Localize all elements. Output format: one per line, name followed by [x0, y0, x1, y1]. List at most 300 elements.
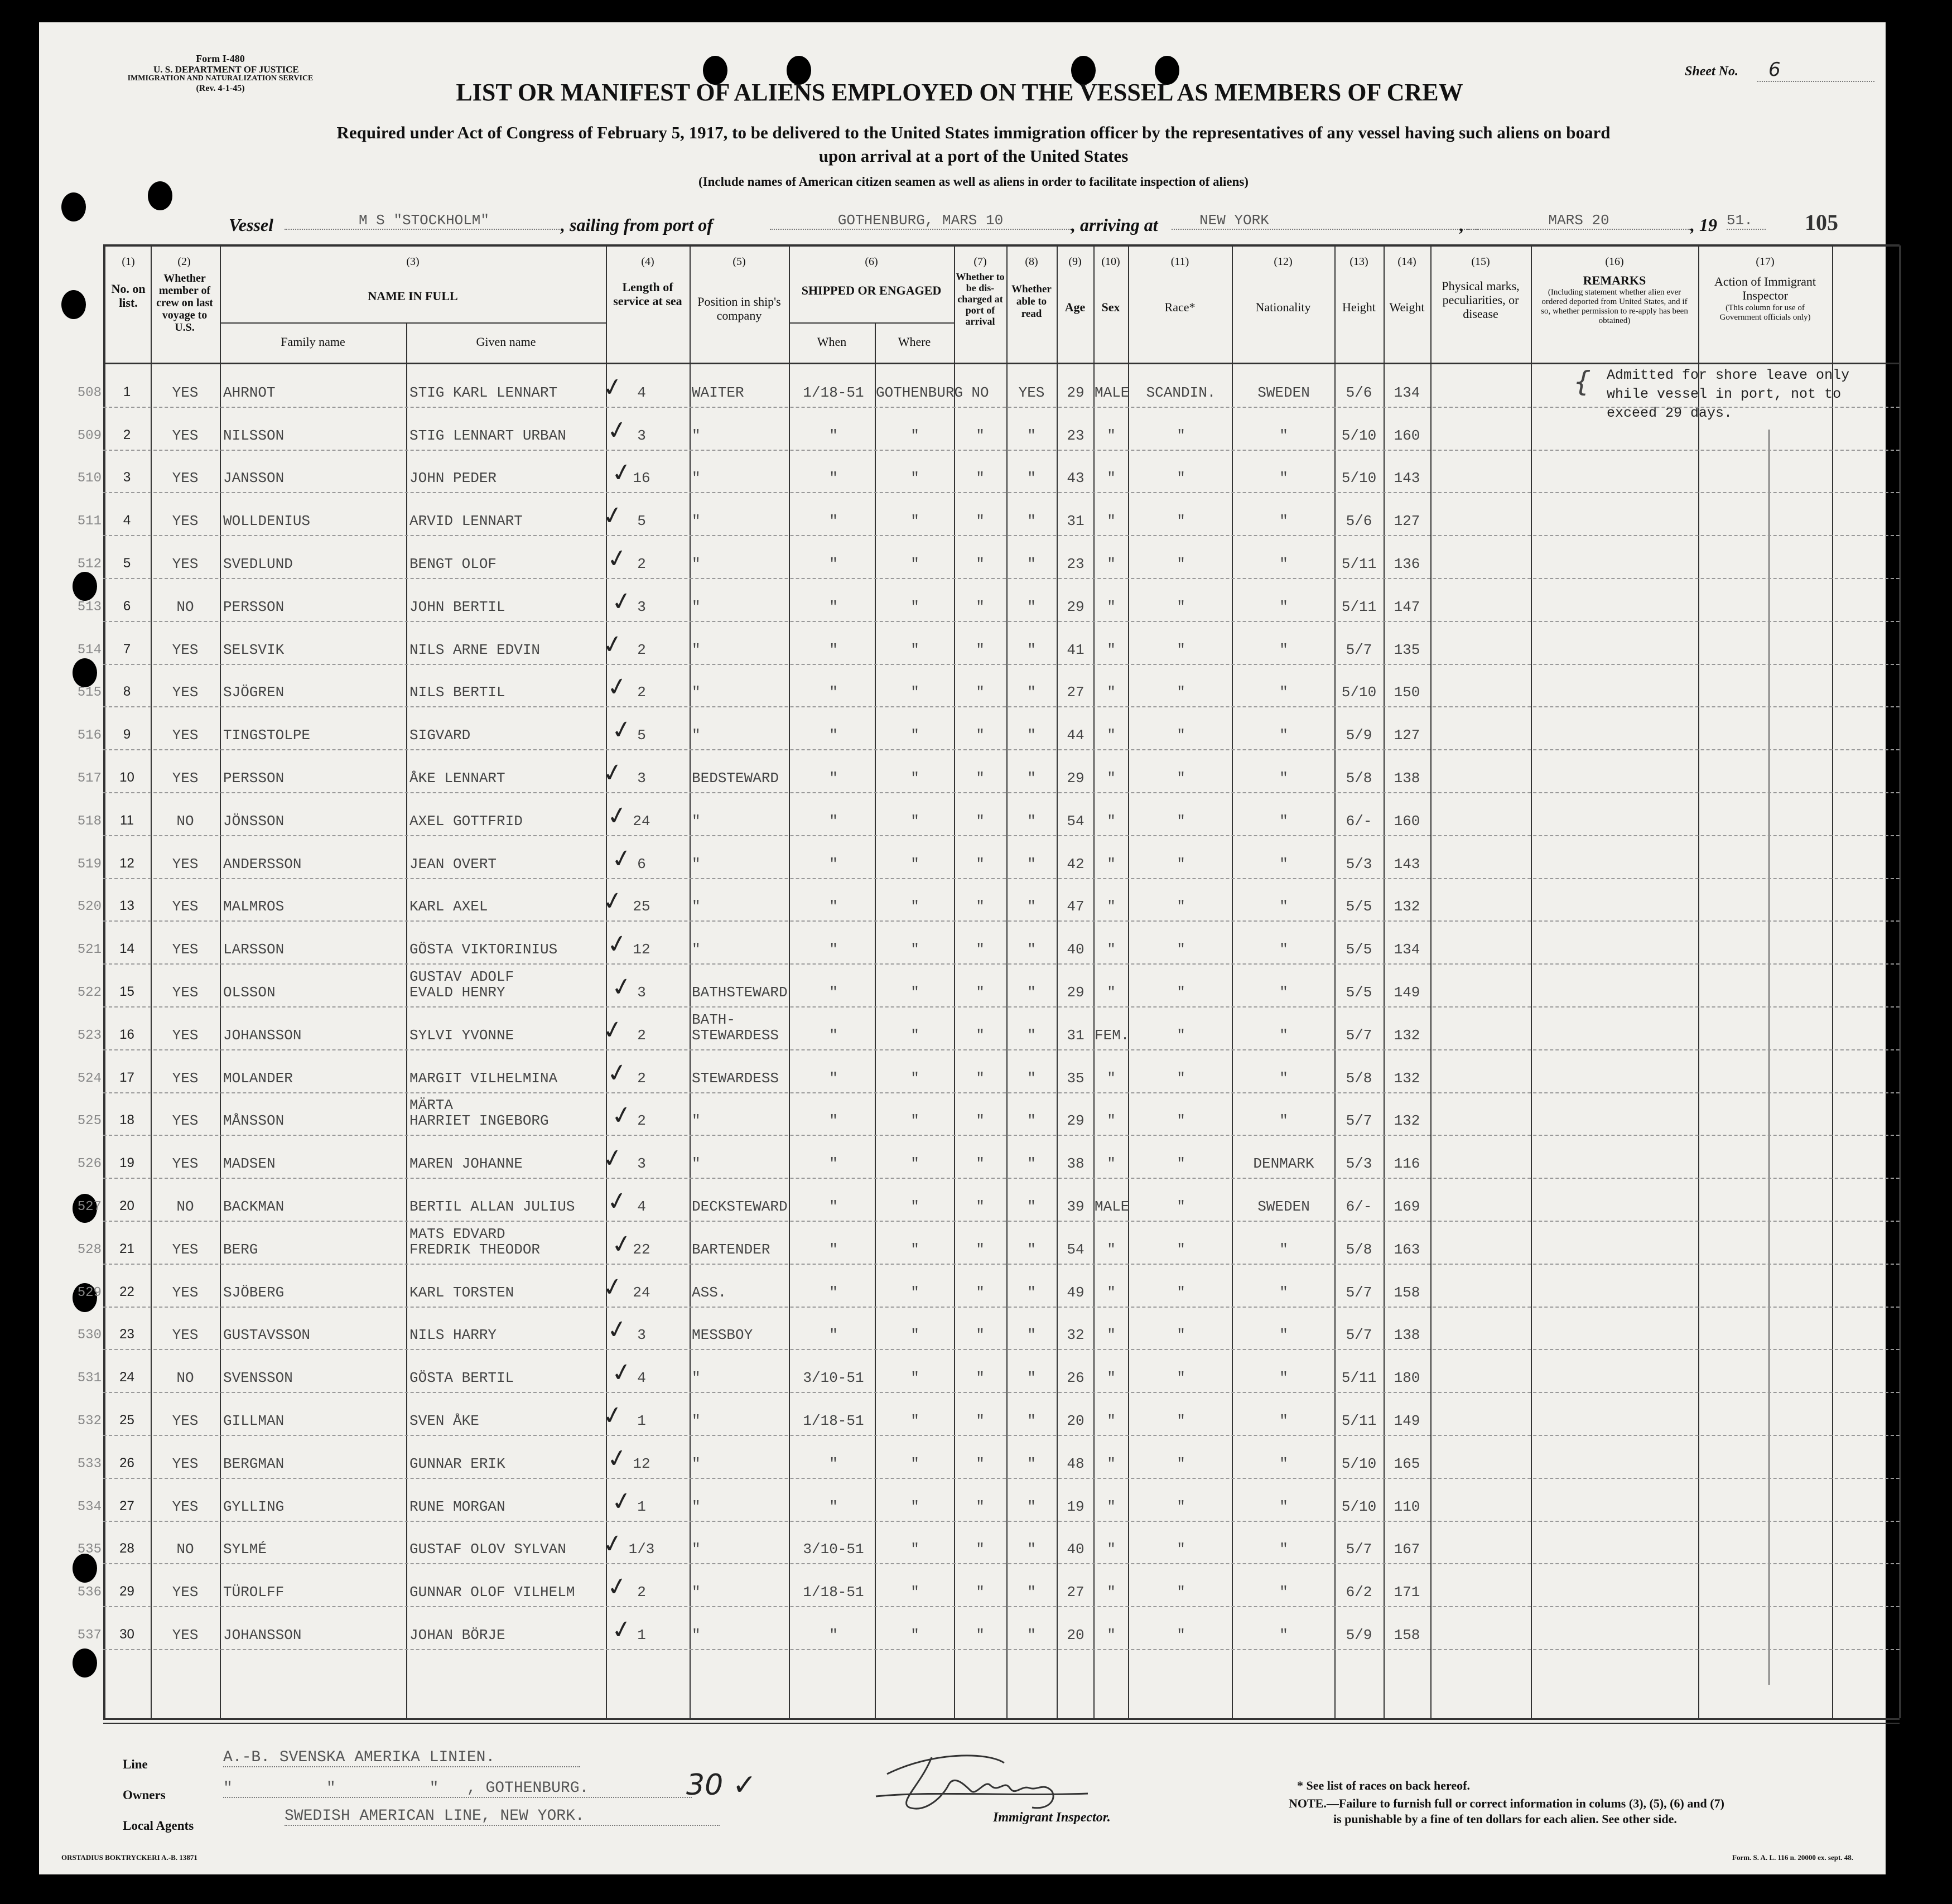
- cell-position: ": [692, 898, 701, 915]
- cell-where: GOTHENBURG: [876, 384, 963, 401]
- check-mark: ✓: [600, 1400, 626, 1431]
- cell-age: 29: [1067, 769, 1085, 787]
- cell-weight: 135: [1394, 641, 1420, 658]
- margin-number: 512: [77, 556, 102, 572]
- table-row: [39, 879, 1886, 922]
- table-row: [39, 965, 1886, 1008]
- cell-where: ": [910, 855, 919, 873]
- cell-weight: 127: [1394, 513, 1420, 530]
- cell-prev: YES: [172, 555, 199, 572]
- arriving-label: , arriving at: [1071, 215, 1158, 235]
- cell-nat: ": [1279, 1626, 1288, 1643]
- cell-position: ": [692, 1584, 701, 1601]
- cell-read: ": [1027, 1069, 1036, 1087]
- cell-prev: NO: [176, 1370, 194, 1387]
- cell-no: 6: [123, 598, 131, 614]
- cell-no: 16: [119, 1026, 134, 1042]
- cell-race: SCANDIN.: [1146, 384, 1216, 401]
- cell-dis: ": [976, 941, 985, 958]
- cell-age: 47: [1067, 898, 1085, 915]
- cell-where: ": [910, 812, 919, 830]
- cell-race: ": [1177, 1198, 1185, 1215]
- cell-when: ": [829, 1155, 838, 1173]
- cell-when: ": [829, 984, 838, 1001]
- cell-sex: ": [1107, 513, 1116, 530]
- cell-where: ": [910, 984, 919, 1001]
- cell-nat: ": [1279, 898, 1288, 915]
- cell-sex: ": [1107, 1370, 1116, 1387]
- page-subtitle-2: upon arrival at a port of the United States: [818, 146, 1129, 166]
- margin-number: 523: [77, 1028, 102, 1043]
- cell-read: ": [1027, 1498, 1036, 1515]
- cell-weight: 134: [1394, 384, 1420, 401]
- table-row: [39, 536, 1886, 579]
- cell-read: ": [1027, 470, 1036, 487]
- check-mark: ✓: [604, 543, 630, 575]
- cell-race: ": [1177, 1241, 1185, 1258]
- cell-read: ": [1027, 1155, 1036, 1173]
- cell-weight: 158: [1394, 1626, 1420, 1643]
- cell-weight: 134: [1394, 941, 1420, 958]
- cell-when: ": [829, 898, 838, 915]
- cell-sex: ": [1107, 598, 1116, 615]
- col3b-header: Given name: [476, 335, 536, 349]
- cell-no: 8: [123, 684, 131, 700]
- page-subtitle-1: Required under Act of Congress of February 5, 1917, to be delivered to the United States immigration officer by the representatives of any vessel having such aliens on board: [336, 123, 1611, 142]
- cell-given: GÖSTA VIKTORINIUS: [409, 941, 558, 958]
- cell-dis: ": [976, 684, 985, 701]
- year-suffix: 51.: [1727, 212, 1766, 230]
- cell-family: TÜROLFF: [223, 1584, 285, 1601]
- cell-race: ": [1177, 427, 1185, 444]
- cell-dis: ": [976, 1284, 985, 1301]
- cell-dis: ": [976, 855, 985, 873]
- cell-given: ÅKE LENNART: [409, 769, 505, 787]
- cell-when: ": [829, 684, 838, 701]
- cell-no: 14: [119, 941, 134, 957]
- cell-family: BACKMAN: [223, 1198, 285, 1215]
- cell-race: ": [1177, 1541, 1185, 1558]
- cell-prev: YES: [172, 1455, 199, 1472]
- cell-family: OLSSON: [223, 984, 276, 1001]
- cell-given: STIG LENNART URBAN: [409, 427, 566, 444]
- cell-family: SVEDLUND: [223, 555, 293, 572]
- cell-weight: 132: [1394, 1112, 1420, 1130]
- fine-note-1: NOTE.—Failure to furnish full or correct information in colums (3), (5), (6) and (7): [1289, 1796, 1724, 1810]
- cell-family: GILLMAN: [223, 1412, 285, 1429]
- cell-when: ": [829, 855, 838, 873]
- cell-prev: YES: [172, 1327, 199, 1344]
- vessel-name: M S "STOCKHOLM": [285, 212, 563, 230]
- sailing-label: , sailing from port of: [561, 215, 713, 235]
- cell-when: 1/18-51: [803, 384, 864, 401]
- page-title: LIST OR MANIFEST OF ALIENS EMPLOYED ON THE VESSEL AS MEMBERS OF CREW: [456, 79, 1463, 106]
- col15-header: Physical marks, peculiarities, or disease: [1442, 279, 1520, 321]
- cell-service: 1: [637, 1412, 646, 1429]
- cell-position: ": [692, 941, 701, 958]
- col6a-header: When: [817, 335, 847, 349]
- cell-when: ": [829, 1455, 838, 1472]
- cell-sex: ": [1107, 898, 1116, 915]
- col3-header: NAME IN FULL: [368, 289, 458, 303]
- cell-race: ": [1177, 1584, 1185, 1601]
- cell-age: 41: [1067, 641, 1085, 658]
- cell-prev: YES: [172, 1498, 199, 1515]
- cell-position: BATH-: [692, 1011, 736, 1028]
- cell-age: 27: [1067, 684, 1085, 701]
- table-row: [39, 922, 1886, 965]
- cell-read: ": [1027, 641, 1036, 658]
- margin-number: 509: [77, 428, 102, 444]
- cell-when: ": [829, 1327, 838, 1344]
- cell-position: WAITER: [692, 384, 744, 401]
- cell-given: JOHN PEDER: [409, 470, 497, 487]
- cell-family: ANDERSSON: [223, 855, 302, 873]
- cell-weight: 143: [1394, 855, 1420, 873]
- cell-sex: ": [1107, 1412, 1116, 1429]
- cell-family: LARSSON: [223, 941, 285, 958]
- margin-number: 520: [77, 899, 102, 915]
- cell-nat: ": [1279, 855, 1288, 873]
- cell-when: ": [829, 1112, 838, 1130]
- cell-position: ": [692, 1541, 701, 1558]
- margin-number: 536: [77, 1585, 102, 1601]
- cell-nat: DENMARK: [1253, 1155, 1314, 1173]
- table-row: [39, 1308, 1886, 1351]
- cell-dis: NO: [971, 384, 989, 401]
- cell-weight: 132: [1394, 898, 1420, 915]
- cell-race: ": [1177, 1370, 1185, 1387]
- cell-no: 13: [119, 898, 134, 914]
- cell-family: AHRNOT: [223, 384, 276, 401]
- cell-family: MÅNSSON: [223, 1112, 285, 1130]
- cell-family: MOLANDER: [223, 1069, 293, 1087]
- table-row: [39, 1436, 1886, 1479]
- cell-no: 12: [119, 855, 134, 871]
- cell-given: MÄRTA: [409, 1097, 454, 1114]
- cell-height: 6/-: [1346, 812, 1372, 830]
- cell-height: 5/10: [1341, 684, 1377, 701]
- local-agents-value: SWEDISH AMERICAN LINE, NEW YORK.: [285, 1807, 720, 1826]
- col17-subheader: (This column for use of Government officials only): [1719, 303, 1811, 322]
- table-top-border: [103, 244, 1900, 247]
- table-row: [39, 365, 1886, 408]
- cell-nat: ": [1279, 1584, 1288, 1601]
- cell-prev: NO: [176, 812, 194, 830]
- cell-race: ": [1177, 984, 1185, 1001]
- cell-service: 12: [633, 941, 650, 958]
- cell-when: ": [829, 641, 838, 658]
- cell-height: 5/3: [1346, 855, 1372, 873]
- cell-where: ": [910, 1626, 919, 1643]
- margin-number: 510: [77, 471, 102, 486]
- cell-where: ": [910, 427, 919, 444]
- cell-position: MESSBOY: [692, 1327, 753, 1344]
- arrival-date: MARS 20: [1467, 212, 1690, 230]
- cell-dis: ": [976, 1626, 985, 1643]
- cell-given: GUSTAV ADOLF: [409, 968, 514, 985]
- cell-where: ": [910, 1026, 919, 1044]
- cell-position: ": [692, 598, 701, 615]
- cell-position-line2: STEWARDESS: [692, 1026, 779, 1044]
- check-mark: ✓: [604, 1442, 630, 1474]
- cell-age: 31: [1067, 1026, 1085, 1044]
- cell-sex: ": [1107, 855, 1116, 873]
- cell-service: 2: [637, 641, 646, 658]
- cell-age: 40: [1067, 941, 1085, 958]
- cell-where: ": [910, 1584, 919, 1601]
- cell-read: ": [1027, 727, 1036, 744]
- col12-number: (12): [1274, 256, 1293, 268]
- col1-number: (1): [122, 256, 135, 268]
- cell-when: ": [829, 555, 838, 572]
- cell-race: ": [1177, 898, 1185, 915]
- cell-where: ": [910, 1327, 919, 1344]
- cell-no: 30: [119, 1626, 134, 1642]
- cell-age: 40: [1067, 1541, 1085, 1558]
- cell-prev: YES: [172, 1112, 199, 1130]
- cell-dis: ": [976, 1112, 985, 1130]
- cell-weight: 127: [1394, 727, 1420, 744]
- cell-read: ": [1027, 684, 1036, 701]
- cell-sex: ": [1107, 1541, 1116, 1558]
- cell-dis: ": [976, 727, 985, 744]
- sheet-number-value: 6: [1757, 59, 1874, 82]
- cell-position: ": [692, 1112, 701, 1130]
- line-value: A.-B. SVENSKA AMERIKA LINIEN.: [223, 1749, 580, 1767]
- col9-number: (9): [1068, 256, 1082, 268]
- cell-position: DECKSTEWARD: [692, 1198, 788, 1215]
- sailing-port: GOTHENBURG, MARS 10: [770, 212, 1071, 230]
- cell-dis: ": [976, 427, 985, 444]
- cell-prev: YES: [172, 1412, 199, 1429]
- cell-race: ": [1177, 1155, 1185, 1173]
- cell-family: NILSSON: [223, 427, 285, 444]
- cell-no: 5: [123, 555, 131, 571]
- margin-number: 514: [77, 642, 102, 658]
- cell-age: 29: [1067, 384, 1085, 401]
- cell-where: ": [910, 641, 919, 658]
- cell-where: ": [910, 1155, 919, 1173]
- margin-number: 518: [77, 813, 102, 829]
- cell-prev: YES: [172, 1584, 199, 1601]
- cell-age: 29: [1067, 598, 1085, 615]
- cell-weight: 160: [1394, 812, 1420, 830]
- cell-sex: ": [1107, 812, 1116, 830]
- cell-given: GUNNAR ERIK: [409, 1455, 505, 1472]
- cell-where: ": [910, 1541, 919, 1558]
- col3a-header: Family name: [281, 335, 345, 349]
- table-row: [39, 750, 1886, 793]
- cell-weight: 138: [1394, 1327, 1420, 1344]
- cell-height: 5/8: [1346, 1069, 1372, 1087]
- col16-subheader: (Including statement whether alien ever ordered deported from United States, and if so, whether permission to re-apply has been obtained): [1541, 288, 1688, 325]
- cell-when: 1/18-51: [803, 1412, 864, 1429]
- cell-height: 5/3: [1346, 1155, 1372, 1173]
- cell-service: 5: [637, 727, 646, 744]
- cell-position: ": [692, 855, 701, 873]
- cell-position: ": [692, 812, 701, 830]
- cell-position: ": [692, 1155, 701, 1173]
- check-mark: ✓: [600, 1143, 626, 1175]
- cell-position: BATHSTEWARD: [692, 984, 788, 1001]
- check-mark: ✓: [604, 1571, 630, 1603]
- cell-service: 4: [637, 1370, 646, 1387]
- cell-age: 35: [1067, 1069, 1085, 1087]
- col4-number: (4): [641, 256, 654, 268]
- cell-service: 3: [637, 1327, 646, 1344]
- table-row: [39, 793, 1886, 836]
- cell-where: ": [910, 1455, 919, 1472]
- cell-no: 20: [119, 1198, 134, 1213]
- cell-nat: ": [1279, 427, 1288, 444]
- cell-where: ": [910, 941, 919, 958]
- line-label: Line: [123, 1757, 148, 1771]
- page-stamp: 105: [1805, 210, 1838, 235]
- check-mark: ✓: [609, 971, 635, 1003]
- row-rule: [103, 1649, 1900, 1650]
- cell-when: ": [829, 1026, 838, 1044]
- margin-number: 534: [77, 1499, 102, 1515]
- cell-weight: 171: [1394, 1584, 1420, 1601]
- cell-position: ": [692, 641, 701, 658]
- cell-prev: YES: [172, 684, 199, 701]
- cell-family: JÖNSSON: [223, 812, 285, 830]
- cell-sex: ": [1107, 1455, 1116, 1472]
- cell-position: ": [692, 684, 701, 701]
- cell-race: ": [1177, 1412, 1185, 1429]
- cell-no: 24: [119, 1370, 134, 1385]
- cell-no: 3: [123, 470, 131, 485]
- col15-number: (15): [1471, 256, 1490, 268]
- cell-weight: 143: [1394, 470, 1420, 487]
- col4-header: Length of service at sea: [613, 280, 682, 308]
- cell-nat: SWEDEN: [1257, 384, 1310, 401]
- inspector-label: Immigrant Inspector.: [993, 1810, 1111, 1825]
- cell-race: ": [1177, 684, 1185, 701]
- cell-sex: ": [1107, 1284, 1116, 1301]
- cell-given: NILS HARRY: [409, 1327, 497, 1344]
- cell-read: ": [1027, 1584, 1036, 1601]
- cell-service: 5: [637, 513, 646, 530]
- col6-header: SHIPPED OR ENGAGED: [801, 283, 942, 297]
- cell-sex: ": [1107, 427, 1116, 444]
- cell-dis: ": [976, 1455, 985, 1472]
- cell-given: JOHAN BÖRJE: [409, 1626, 505, 1643]
- cell-service: 2: [637, 1112, 646, 1130]
- cell-height: 5/8: [1346, 769, 1372, 787]
- cell-nat: ": [1279, 941, 1288, 958]
- cell-race: ": [1177, 1498, 1185, 1515]
- check-mark: ✓: [600, 500, 626, 532]
- cell-where: ": [910, 470, 919, 487]
- table-row: [39, 1393, 1886, 1436]
- cell-given: AXEL GOTTFRID: [409, 812, 523, 830]
- cell-read: ": [1027, 1541, 1036, 1558]
- cell-height: 5/5: [1346, 941, 1372, 958]
- cell-sex: ": [1107, 684, 1116, 701]
- cell-no: 1: [123, 384, 131, 399]
- margin-number: 535: [77, 1542, 102, 1558]
- cell-read: ": [1027, 941, 1036, 958]
- table-row: [39, 408, 1886, 451]
- department-name: U. S. DEPARTMENT OF JUSTICE: [153, 64, 299, 75]
- cell-height: 5/9: [1346, 1626, 1372, 1643]
- cell-age: 29: [1067, 1112, 1085, 1130]
- cell-nat: ": [1279, 1498, 1288, 1515]
- table-row: [39, 1179, 1886, 1222]
- crew-count-mark: 30 ✓: [686, 1768, 757, 1802]
- shipped-subheader-rule: [789, 322, 954, 324]
- cell-nat: ": [1279, 1241, 1288, 1258]
- cell-position: ": [692, 1626, 701, 1643]
- check-mark: ✓: [600, 1528, 626, 1560]
- check-mark: ✓: [604, 1314, 630, 1346]
- cell-age: 54: [1067, 812, 1085, 830]
- cell-family: SVENSSON: [223, 1370, 293, 1387]
- cell-family: BERG: [223, 1241, 258, 1258]
- cell-sex: ": [1107, 470, 1116, 487]
- cell-read: ": [1027, 855, 1036, 873]
- cell-given: NILS ARNE EDVIN: [409, 641, 541, 658]
- cell-where: ": [910, 1284, 919, 1301]
- cell-weight: 138: [1394, 769, 1420, 787]
- cell-given: GÖSTA BERTIL: [409, 1370, 514, 1387]
- cell-age: 31: [1067, 513, 1085, 530]
- cell-dis: ": [976, 641, 985, 658]
- cell-nat: ": [1279, 1455, 1288, 1472]
- service-name: IMMIGRATION AND NATURALIZATION SERVICE: [127, 74, 314, 83]
- col2-number: (2): [177, 256, 191, 268]
- cell-race: ": [1177, 769, 1185, 787]
- margin-number: 530: [77, 1328, 102, 1343]
- cell-prev: NO: [176, 1198, 194, 1215]
- column-rule: [1899, 245, 1901, 1718]
- cell-race: ": [1177, 941, 1185, 958]
- check-mark: ✓: [604, 928, 630, 961]
- cell-prev: YES: [172, 384, 199, 401]
- cell-no: 25: [119, 1412, 134, 1428]
- cell-when: ": [829, 598, 838, 615]
- check-mark: ✓: [609, 1100, 635, 1132]
- cell-where: ": [910, 1412, 919, 1429]
- cell-read: ": [1027, 1198, 1036, 1215]
- cell-height: 5/5: [1346, 898, 1372, 915]
- cell-dis: ": [976, 769, 985, 787]
- cell-given: KARL TORSTEN: [409, 1284, 514, 1301]
- cell-age: 39: [1067, 1198, 1085, 1215]
- cell-age: 23: [1067, 555, 1085, 572]
- cell-given: NILS BERTIL: [409, 684, 505, 701]
- cell-service: 4: [637, 384, 646, 401]
- cell-read: ": [1027, 1370, 1036, 1387]
- cell-race: ": [1177, 812, 1185, 830]
- cell-weight: 149: [1394, 1412, 1420, 1429]
- cell-given: SVEN ÅKE: [409, 1412, 479, 1429]
- check-mark: ✓: [600, 628, 626, 661]
- cell-position: ": [692, 470, 701, 487]
- cell-family: JANSSON: [223, 470, 285, 487]
- col17-header: Action of Immigrant Inspector: [1714, 274, 1816, 302]
- cell-when: ": [829, 1626, 838, 1643]
- col5-number: (5): [732, 256, 746, 268]
- margin-number: 526: [77, 1156, 102, 1172]
- cell-family: BERGMAN: [223, 1455, 285, 1472]
- table-row: [39, 622, 1886, 665]
- cell-prev: YES: [172, 1241, 199, 1258]
- table-row: [39, 1350, 1886, 1393]
- cell-sex: ": [1107, 1584, 1116, 1601]
